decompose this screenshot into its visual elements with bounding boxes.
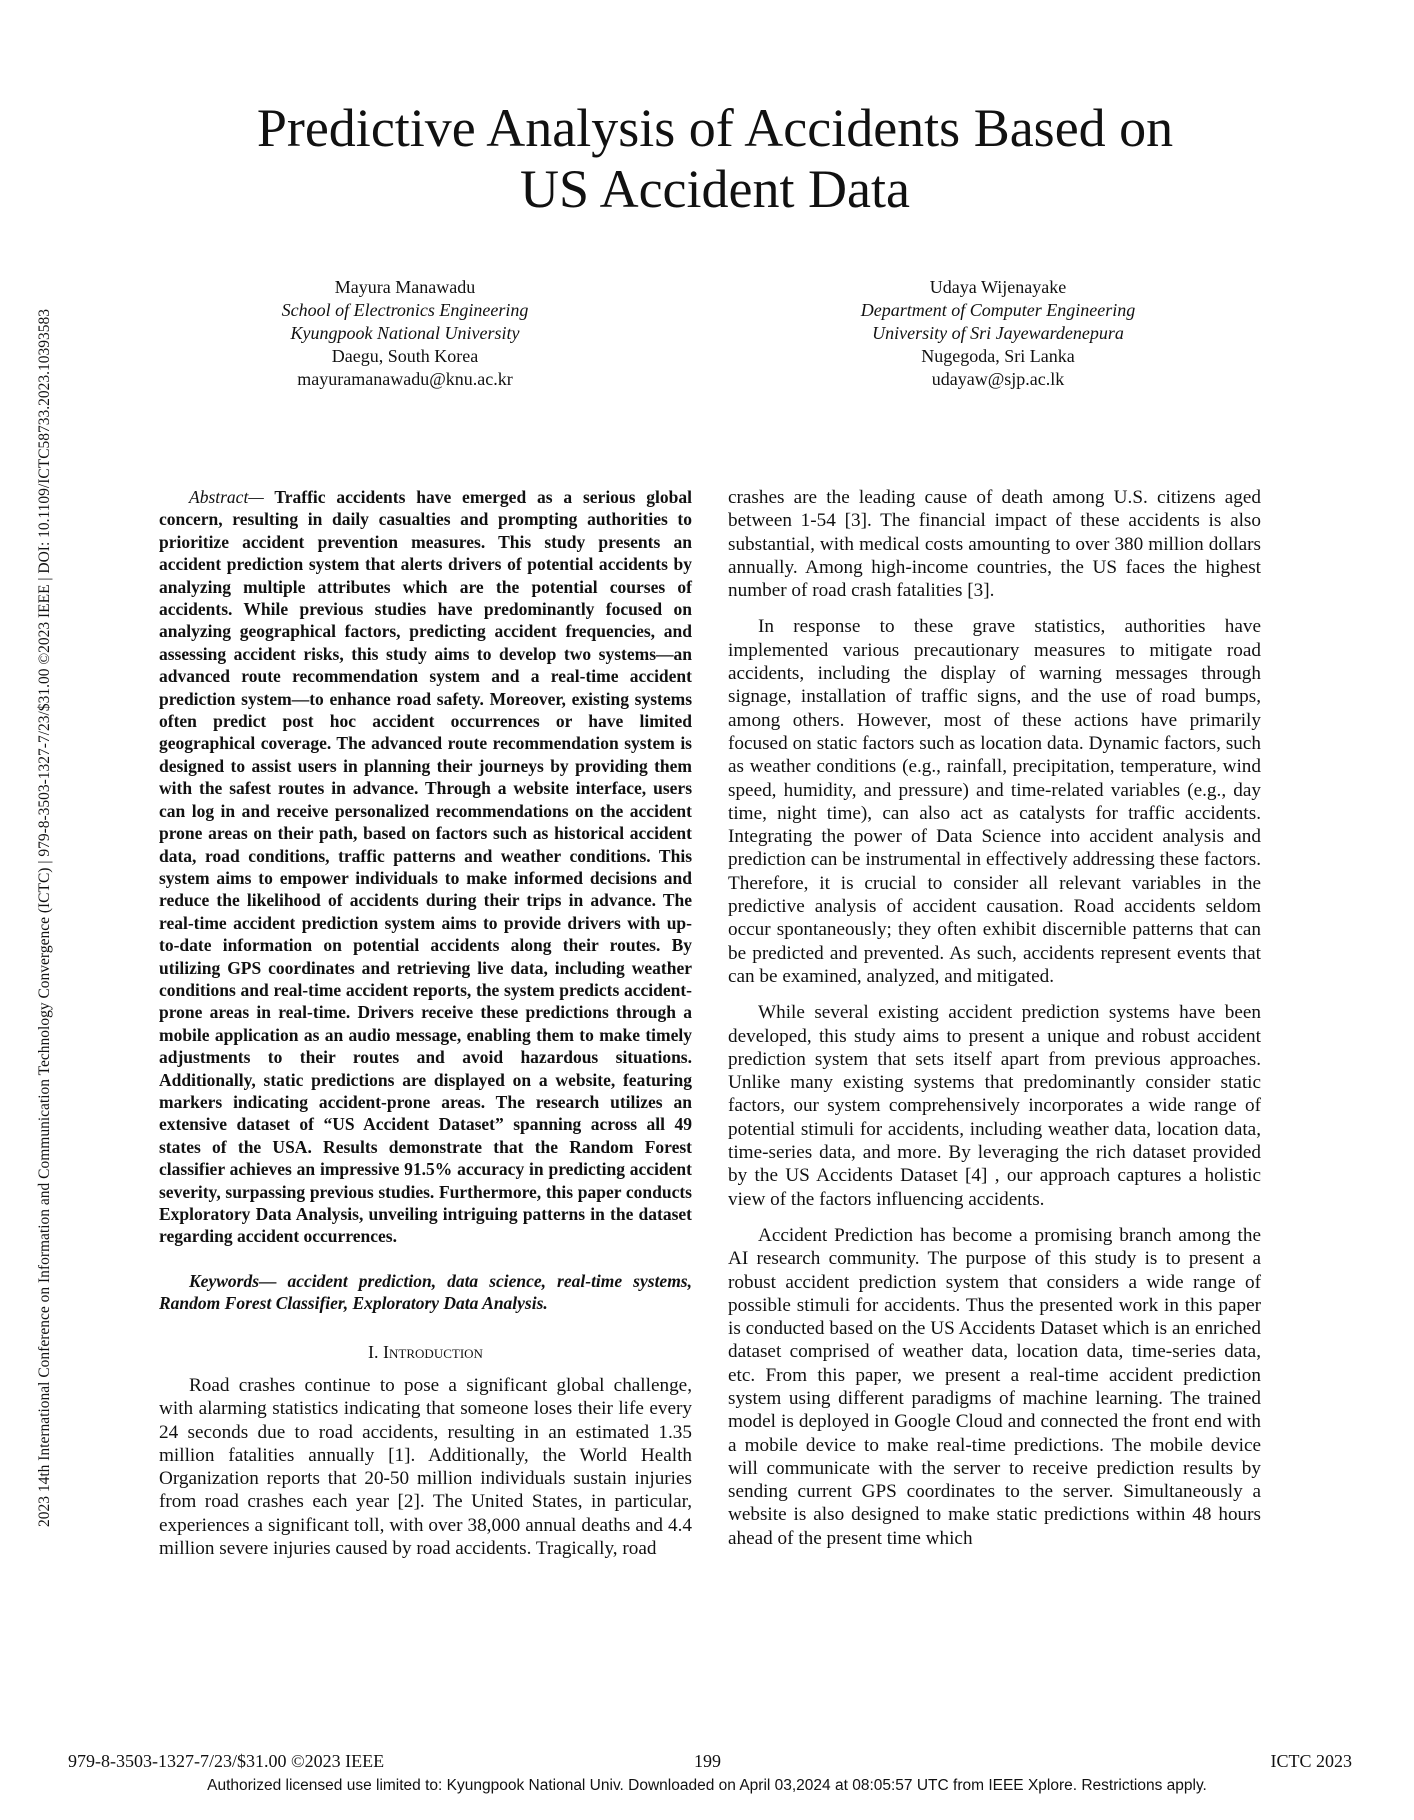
author-location: Daegu, South Korea [331, 346, 479, 366]
doi-side-note: 2023 14th International Conference on Information and Communication Technology Convergence (ICTC) | 979-8-3503-1327-7/23/$31.00 ©2023 IEEE | DOI: 10.1109/ICTC58733.2023.10393583 [36, 308, 53, 1528]
paper-title [160, 98, 1270, 220]
title-line-1: Predictive Analysis of Accidents Based on [256, 98, 1174, 158]
right-column [728, 486, 1261, 1563]
section-number: I. [368, 1341, 379, 1362]
abstract [159, 486, 692, 1248]
author-university: Kyungpook National University [290, 323, 520, 343]
author-email: udayaw@sjp.ac.lk [931, 369, 1065, 389]
footer-conference: ICTC 2023 [1270, 1751, 1352, 1771]
section-title: Introduction [383, 1341, 483, 1362]
author-name: Udaya Wijenayake [929, 277, 1067, 297]
body-paragraph-continued: crashes are the leading cause of death among U.S. citizens aged between 1-54 [3]. The financial impact of these accidents is also substantial, with medical costs amounting to over 380 million dollars annually. Among high-income countries, the US faces the highest number of road crash fatalities [3]. [728, 487, 1261, 602]
keywords: Keywords— accident prediction, data science, real-time systems, Random Forest Classifier, Exploratory Data Analysis. [159, 1270, 692, 1314]
abstract-lead: Abstract— [189, 487, 264, 507]
title-line-2: US Accident Data [520, 159, 910, 219]
author-department: Department of Computer Engineering [860, 300, 1136, 320]
author-location: Nugegoda, Sri Lanka [921, 346, 1075, 366]
page-number: 199 [694, 1751, 721, 1771]
section-heading-introduction [159, 1341, 692, 1364]
author-university: University of Sri Jayewardenepura [872, 323, 1124, 343]
body-paragraph: In response to these grave statistics, authorities have implemented various precautionary measures to mitigate road accidents, including the display of warning messages through signage, installation of traffic signs, and the use of road bumps, among others. However, most of these actions have primarily focused on static factors such as location data. Dynamic factors, such as weather conditions (e.g., rainfall, precipitation, temperature, wind speed, humidity, and pressure) and time-related variables (e.g., day time, night time), can also act as catalysts for traffic accidents. Integrating the power of Data Science into accident analysis and prediction can be instrumental in effectively addressing these factors. Therefore, it is crucial to consider all relevant variables in the predictive analysis of accident causation. Road accidents seldom occur spontaneously; they often exhibit discernible patterns that can be predicted and prevented. As such, accidents represent events that can be examined, analyzed, and mitigated. [728, 616, 1261, 987]
author-block-1 [195, 276, 615, 391]
left-column [159, 486, 692, 1573]
body-paragraph: Accident Prediction has become a promising branch among the AI research community. The purpose of this study is to present a robust accident prediction system that considers a wide range of possible stimuli for accidents. Thus the presented work in this paper is conducted based on the US Accidents Dataset which is an enriched dataset comprised of weather data, location data, time-series data, etc. From this paper, we present a real-time accident prediction system using different paradigms of machine learning. The trained model is deployed in Google Cloud and connected the front end with a mobile device to make real-time predictions. The mobile device will communicate with the server to receive prediction results by sending current GPS coordinates to the server. Simultaneously a website is also designed to make static predictions within 48 hours ahead of the present time which [728, 1224, 1261, 1549]
body-paragraph: While several existing accident prediction systems have been developed, this study aims to present a unique and robust accident prediction system that sets itself apart from previous approaches. Unlike many existing systems that predominantly consider static factors, our system comprehensively incorporates a wide range of potential stimuli for accidents, including weather data, location data, time-series data, and more. By leveraging the rich dataset provided by the US Accidents Dataset [4] , our approach captures a holistic view of the factors influencing accidents. [728, 1002, 1261, 1210]
author-department: School of Electronics Engineering [281, 300, 529, 320]
author-name: Mayura Manawadu [334, 277, 476, 297]
license-notice: Authorized licensed use limited to: Kyungpook National Univ. Downloaded on April 03,2024 at 08:05:57 UTC from IEEE Xplore. Restrictions apply. [207, 1777, 1207, 1794]
abstract-body: Traffic accidents have emerged as a serious global concern, resulting in daily casualties and prompting authorities to prioritize accident prevention measures. This study presents an accident prediction system that alerts drivers of potential accidents by analyzing multiple attributes which are the potential courses of accidents. While previous studies have predominantly focused on analyzing geographical factors, predicting accident frequencies, and assessing accident risks, this study aims to develop two systems—an advanced route recommendation system and a real-time accident prediction system—to enhance road safety. Moreover, existing systems often predict post hoc accident occurrences or have limited geographical coverage. The advanced route recommendation system is designed to assist users in planning their journeys by providing them with the safest routes in advance. Through a website interface, users can log in and receive personalized recommendations on the accident prone areas on their path, based on factors such as historical accident data, road conditions, traffic patterns and weather conditions. This system aims to empower individuals to make informed decisions and reduce the likelihood of accidents during their trips in advance. The real-time accident prediction system aims to provide drivers with up-to-date information on potential accidents along their routes. By utilizing GPS coordinates and retrieving live data, including weather conditions and real-time accident reports, the system predicts accident-prone areas in real-time. Drivers receive these predictions through a mobile application as an audio message, enabling them to make timely adjustments to their routes and avoid hazardous situations. Additionally, static predictions are displayed on a website, featuring markers indicating accident-prone areas. The research utilizes an extensive dataset of “US Accident Dataset” spanning across all 49 states of the USA. Results demonstrate that the Random Forest classifier achieves an impressive 91.5% accuracy in predicting accident severity, surpassing previous studies. Furthermore, this paper conducts Exploratory Data Analysis, unveiling intriguing patterns in the dataset regarding accident occurrences. [159, 487, 692, 1247]
intro-paragraph: Road crashes continue to pose a significant global challenge, with alarming statistics indicating that someone loses their life every 24 seconds due to road accidents, resulting in an estimated 1.35 million fatalities annually [1]. Additionally, the World Health Organization reports that 20-50 million individuals sustain injuries from road crashes each year [2]. The United States, in particular, experiences a significant toll, with over 38,000 annual deaths and 4.4 million severe injuries caused by road accidents. Tragically, road [159, 1374, 692, 1559]
footer-isbn: 979-8-3503-1327-7/23/$31.00 ©2023 IEEE [68, 1751, 385, 1771]
author-block-2 [788, 276, 1208, 391]
author-email: mayuramanawadu@knu.ac.kr [297, 369, 513, 389]
